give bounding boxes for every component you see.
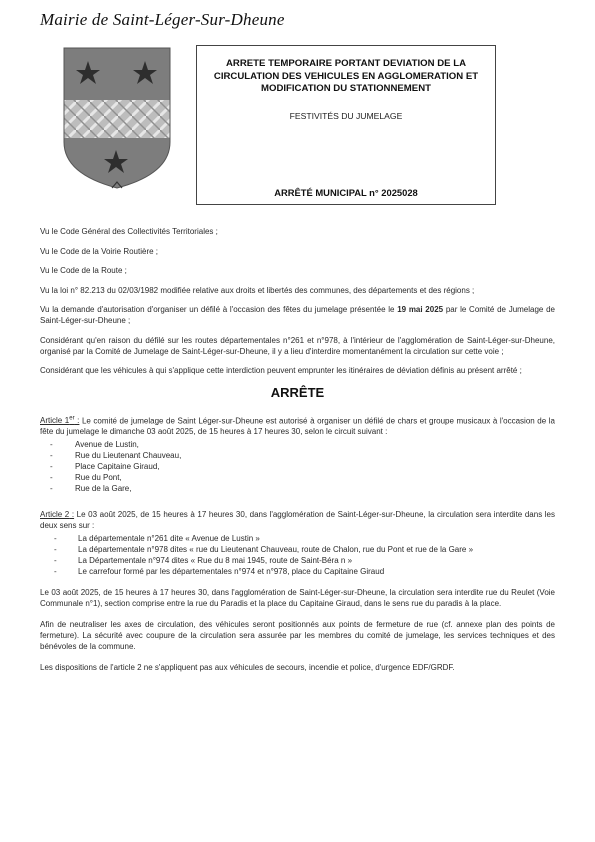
article-2-text: Le 03 août 2025, de 15 heures à 17 heures 30, dans l'agglomération de Saint-Léger-sur-Dheune, la circulation sera interdite dans les deux sens sur : bbox=[40, 510, 555, 531]
preamble-line: Vu le Code de la Voirie Routière ; bbox=[40, 246, 158, 256]
list-item: - Rue du Pont, bbox=[40, 472, 555, 483]
preamble-line: Vu le Code Général des Collectivités Territoriales ; bbox=[40, 227, 218, 236]
article-2-label: Article 2 : bbox=[40, 510, 75, 520]
paragraph: Les dispositions de l'article 2 ne s'appliquent pas aux véhicules de secours, incendie et police, d'urgence EDF/GRDF. bbox=[40, 663, 455, 673]
paragraph: Afin de neutraliser les axes de circulation, des véhicules seront positionnés aux points de fermeture de rue (cf. annexe plan des points de fermeture). La sécurité avec coupure de la circulation sera assurée par les membres du comité de jumelage, les services techniques et des bénévoles de la commune. bbox=[40, 620, 555, 652]
preamble-demande bbox=[40, 304, 555, 326]
article-2 bbox=[40, 509, 555, 577]
list-item: - La Départementale n°974 dites « Rue du 8 mai 1945, route de Saint-Béra n » bbox=[40, 555, 555, 566]
list-item: - Le carrefour formé par les départementales n°974 et n°978, place du Capitaine Giraud bbox=[40, 566, 555, 577]
demande-text: par le Comité de Jumelage de Saint-Léger-sur-Dheune ; bbox=[40, 305, 555, 325]
interdiction-list bbox=[40, 533, 555, 577]
list-item: - Place Capitaine Giraud, bbox=[40, 461, 555, 472]
demande-text: Vu la demande d'autorisation d'organiser un défilé à l'occasion des fêtes du jumelage présentée le bbox=[40, 305, 398, 314]
paragraph: Le 03 août 2025, de 15 heures à 17 heures 30, dans l'agglomération de Saint-Léger-sur-Dheune, la circulation sera interdite rue du Reulet (Voie Communale n°1), section comprise entre la rue du Paradis et la place du Capitaine Giraud, dans le sens rue du paradis à la place. bbox=[40, 588, 555, 609]
demande-date: 19 mai 2025 bbox=[397, 305, 444, 314]
circuit-list bbox=[40, 439, 555, 494]
title-box bbox=[196, 45, 496, 205]
list-item: - Rue de la Gare, bbox=[40, 483, 555, 494]
arrete-heading: ARRÊTE bbox=[270, 384, 325, 400]
coat-of-arms-icon bbox=[62, 46, 172, 192]
document-body bbox=[40, 226, 555, 682]
list-item: - La départementale n°978 dites « rue du Lieutenant Chauveau, route de Chalon, rue du Pont et rue de la Gare » bbox=[40, 544, 555, 555]
preamble-line: Vu la loi n° 82.213 du 02/03/1982 modifiée relative aux droits et libertés des communes, des départements et des régions ; bbox=[40, 285, 475, 295]
list-item: - Avenue de Lustin, bbox=[40, 439, 555, 450]
list-item: - Rue du Lieutenant Chauveau, bbox=[40, 450, 555, 461]
article-1-label: Article 1er : bbox=[40, 415, 80, 426]
list-item: - La départementale n°261 dite « Avenue de Lustin » bbox=[40, 533, 555, 544]
preamble-line: Considérant qu'en raison du défilé sur les routes départementales n°261 et n°978, à l'intérieur de l'agglomération de Saint-Léger-sur-Dheune, organisé par la Comité de Jumelage de Saint-Léger-sur-Dheune, il y a lieu d'interdire momentanément la circulation sur cette voie ; bbox=[40, 335, 555, 356]
preamble-line: Considérant que les véhicules à qui s'applique cette interdiction peuvent emprunter les itinéraires de déviation définis au présent arrêté ; bbox=[40, 366, 522, 375]
mairie-heading: Mairie de Saint-Léger-Sur-Dheune bbox=[40, 10, 285, 29]
article-1 bbox=[40, 414, 555, 495]
preamble-line: Vu le Code de la Route ; bbox=[40, 266, 127, 275]
arrete-number: ARRÊTÉ MUNICIPAL n° 2025028 bbox=[274, 187, 418, 198]
article-1-text: Le comité de jumelage de Saint Léger-sur-Dheune est autorisé à organiser un défilé de chars et groupe musicaux à l'occasion de la fête du jumelage le dimanche 03 août 2025, de 15 heures à 17 heures 30, selon le circuit suivant : bbox=[40, 416, 555, 437]
arrete-subtitle: FESTIVITÉS DU JUMELAGE bbox=[289, 110, 403, 121]
arrete-title: ARRETE TEMPORAIRE PORTANT DEVIATION DE LA CIRCULATION DES VEHICULES EN AGGLOMERATION ET MODIFICATION DU STATIONNEMENT bbox=[213, 58, 479, 94]
